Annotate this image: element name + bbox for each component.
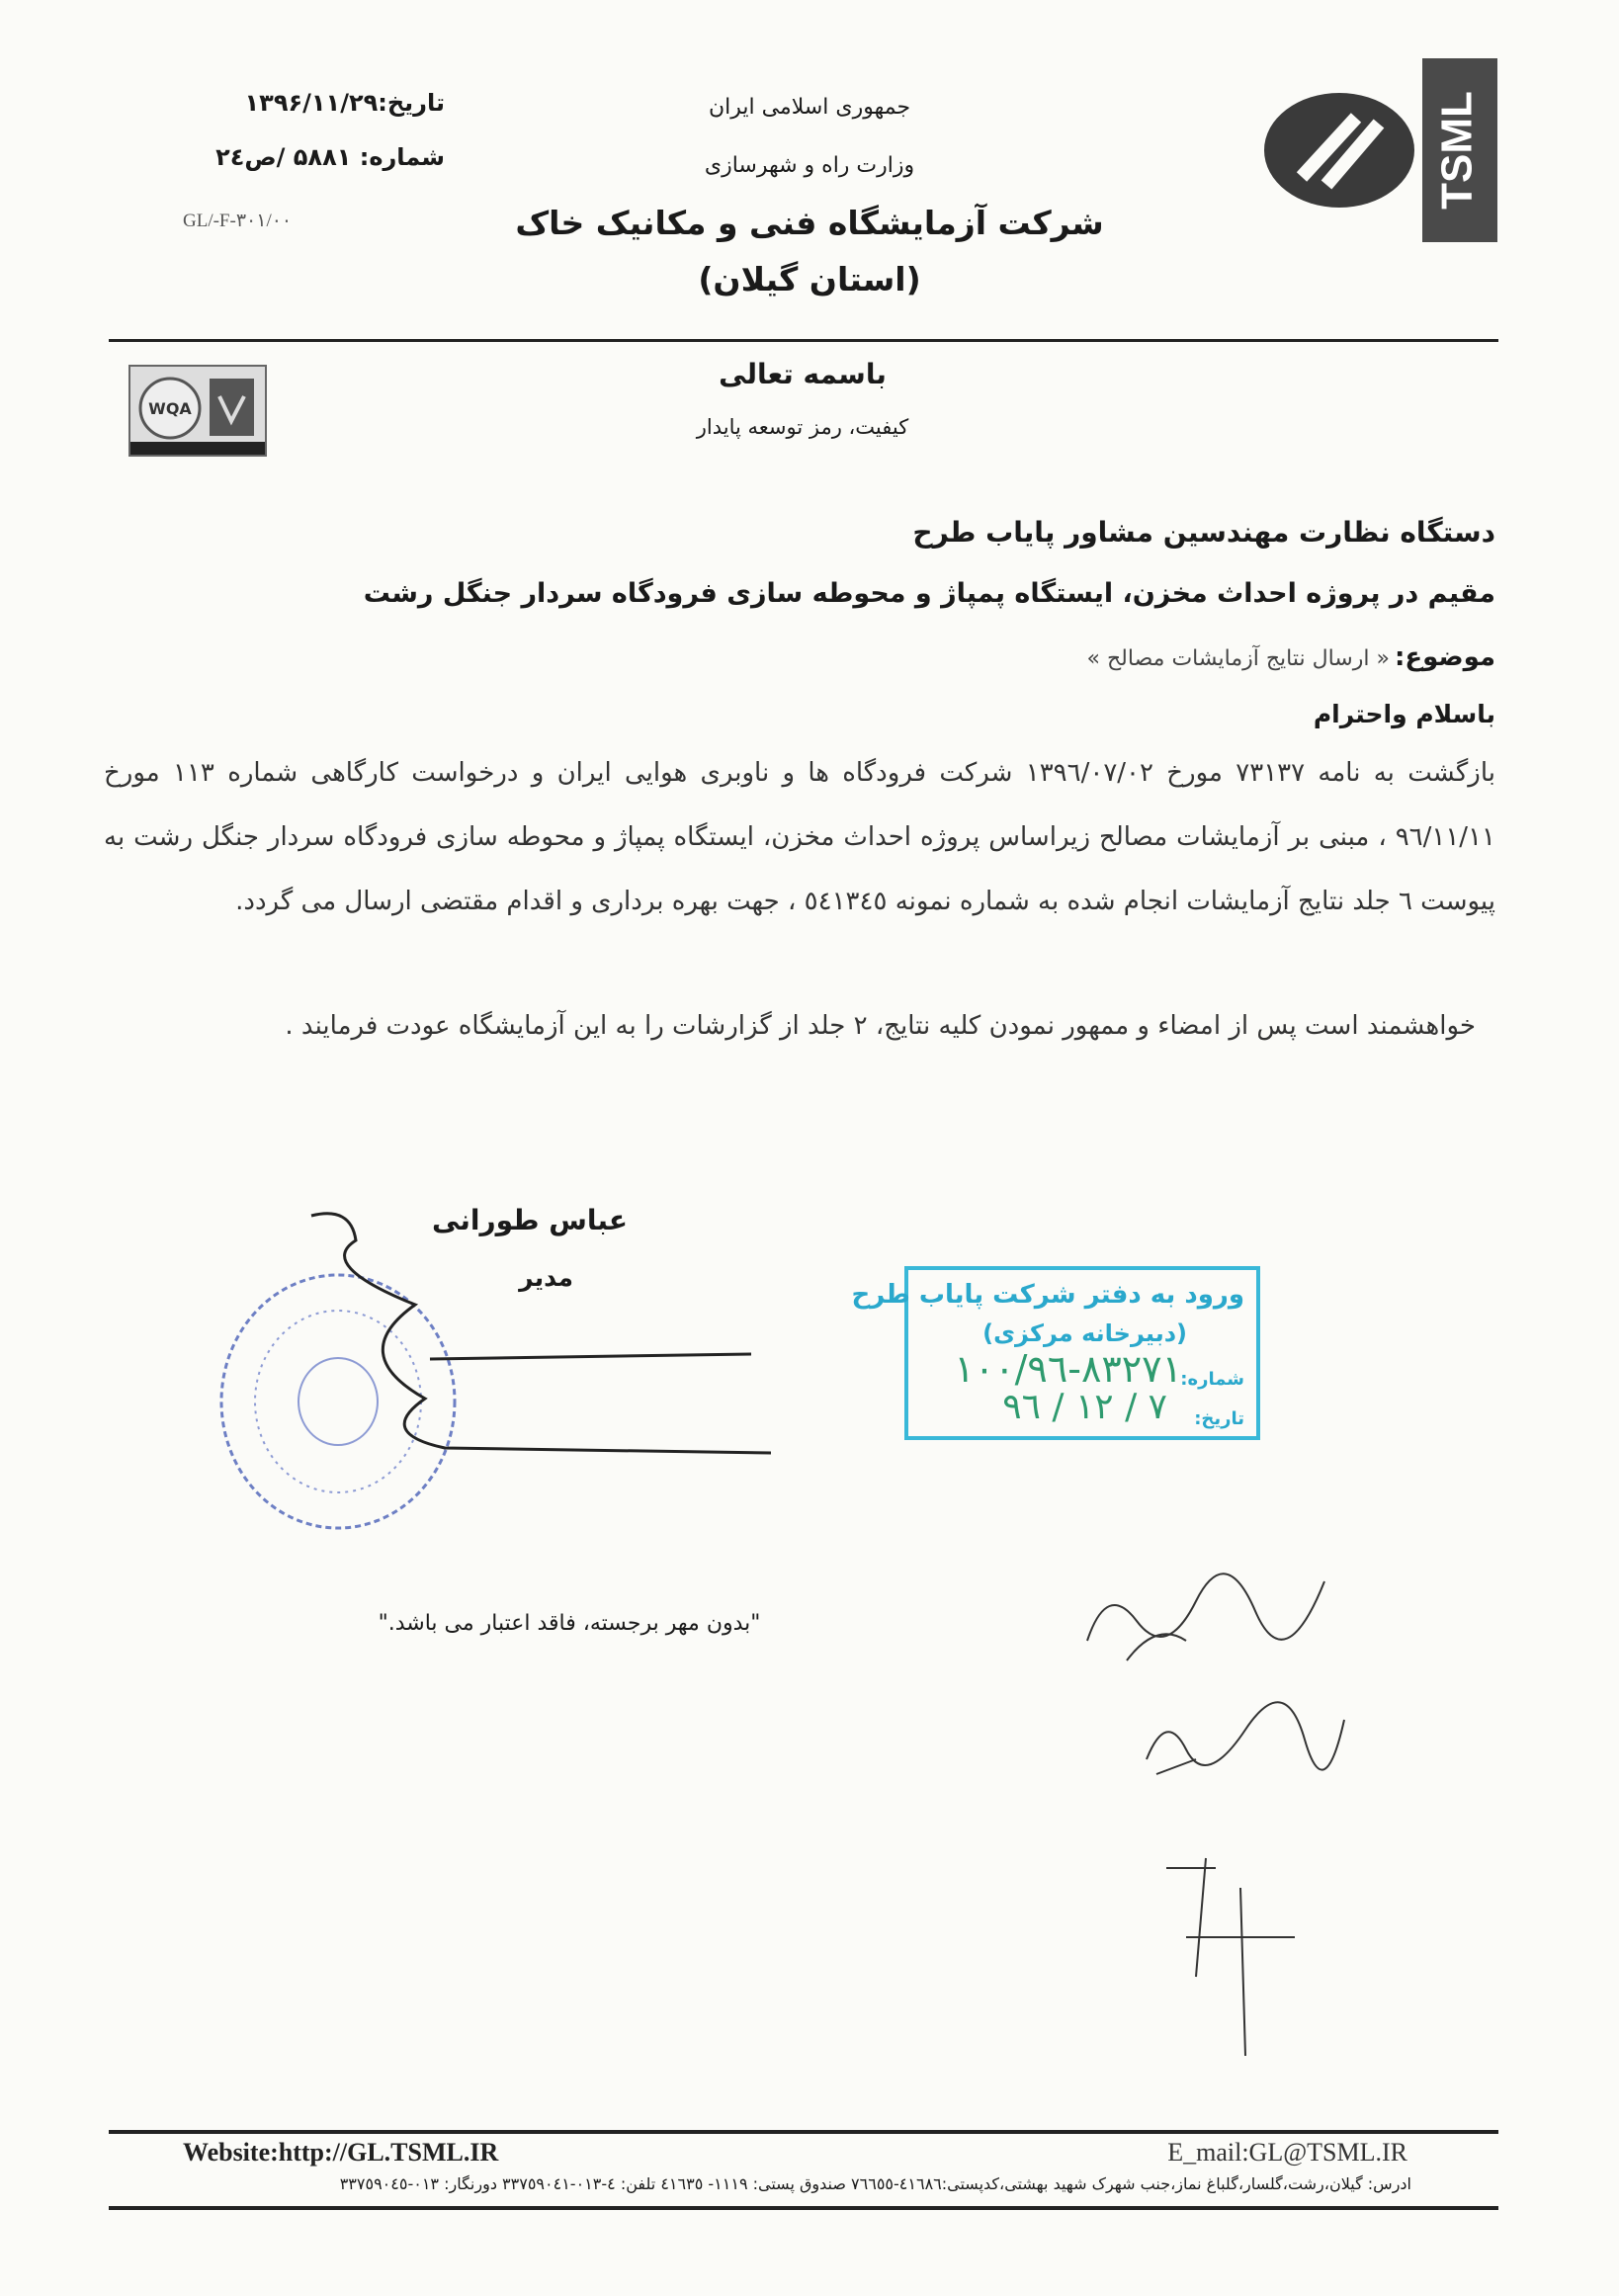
- stamp-line-1: ورود به دفتر شرکت پایاب طرح: [851, 1280, 1244, 1310]
- badge-text: WQA: [148, 399, 192, 418]
- footer-divider-bottom: [109, 2206, 1498, 2210]
- subject-label: موضوع:: [1395, 642, 1495, 672]
- motto: کیفیت، رمز توسعه پایدار: [696, 415, 909, 439]
- addressee-line-2: مقیم در پروژه احداث مخزن، ایستگاه پمپاژ و محوطه سازی فرودگاه سردار جنگل رشت: [363, 578, 1495, 609]
- footer-address: ادرس: گیلان،رشت،گلسار،گلباغ نماز،جنب شهرک شهید بهشتی،کدپستی:٤۱٦۸٦-۷٦٦٥٥ صندوق پستی: ۱۱۱۹- ٤۱٦۳٥ تلفن: ٤-۰۱۳-۳۳۷٥۹۰٤۱ دورنگار: ۰۱۳-۳۳۷٥۹۰٤٥: [339, 2174, 1411, 2193]
- embossed-seal-and-signature: [217, 1186, 771, 1585]
- logo-text: TSML: [1432, 91, 1482, 210]
- subject-text: « ارسال نتایج آزمایشات مصالح »: [1086, 646, 1390, 671]
- body-paragraph-2: خواهشمند است پس از امضاء و ممهور نمودن کلیه نتایج، ۲ جلد از گزارشات را به این آزمایشگاه عودت فرمایند .: [285, 1011, 1476, 1041]
- footer-email[interactable]: E_mail:GL@TSML.IR: [1167, 2138, 1407, 2167]
- stamp-number: ۱۰۰/۹٦-۸۳۲۷۱: [954, 1347, 1182, 1391]
- bismillah: باسمه تعالی: [719, 358, 887, 390]
- header-divider: [109, 339, 1498, 342]
- stamp-line-2: (دبیرخانه مرکزی): [982, 1319, 1187, 1347]
- header-line-ministry: وزارت راه و شهرسازی: [704, 153, 915, 178]
- form-code: GL/-F-۳۰۱/۰۰: [183, 211, 293, 231]
- wqa-certification-badge: [128, 365, 267, 457]
- letter-number: شماره: ۵۸۸۱ /ص۲٤: [215, 143, 445, 171]
- handwritten-annotation: [1067, 1562, 1384, 2080]
- footer-divider-top: [109, 2130, 1498, 2134]
- seal-validity-note: "بدون مهر برجسته، فاقد اعتبار می باشد.": [378, 1611, 761, 1636]
- header-line-republic: جمهوری اسلامی ایران: [708, 95, 911, 120]
- stamp-date: ۹٦ / ۱۲ / ۷: [1002, 1387, 1167, 1427]
- footer-website[interactable]: Website:http://GL.TSML.IR: [183, 2138, 499, 2167]
- company-name: شرکت آزمایشگاه فنی و مکانیک خاک: [515, 204, 1104, 242]
- body-paragraph-1: بازگشت به نامه ۷۳۱۳۷ مورخ ۱۳۹٦/۰۷/۰۲ شرکت فرودگاه ها و ناوبری هوایی ایران و درخواست کارگاهی شماره ۱۱۳ مورخ ۹٦/۱۱/۱۱ ، مبنی بر آزمایشات مصالح زیراساس پروژه احداث مخزن، ایستگاه پمپاژ و محوطه سازی فرودگاه سردار جنگل رشت به پیوست ٦ جلد نتایج آزمایشات انجام شده به شماره نمونه ٥٤۱۳٤٥ ، جهت بهره برداری و اقدام مقتضی ارسال می گردد.: [104, 758, 1496, 916]
- tsml-logo: [1262, 58, 1499, 242]
- stamp-number-label: شماره:: [1180, 1369, 1244, 1390]
- province: (استان گیلان): [698, 260, 921, 298]
- letter-date: تاریخ:۱۳۹۶/۱۱/۲۹: [244, 89, 445, 117]
- stamp-date-label: تاریخ:: [1194, 1408, 1244, 1429]
- greeting: باسلام واحترام: [1313, 700, 1495, 728]
- received-stamp: [851, 1266, 1260, 1440]
- signatory-title: مدیر: [519, 1263, 573, 1292]
- addressee-line-1: دستگاه نظارت مهندسین مشاور پایاب طرح: [912, 516, 1495, 549]
- signatory-name: عباس طورانی: [432, 1204, 628, 1236]
- subject: [1087, 642, 1495, 672]
